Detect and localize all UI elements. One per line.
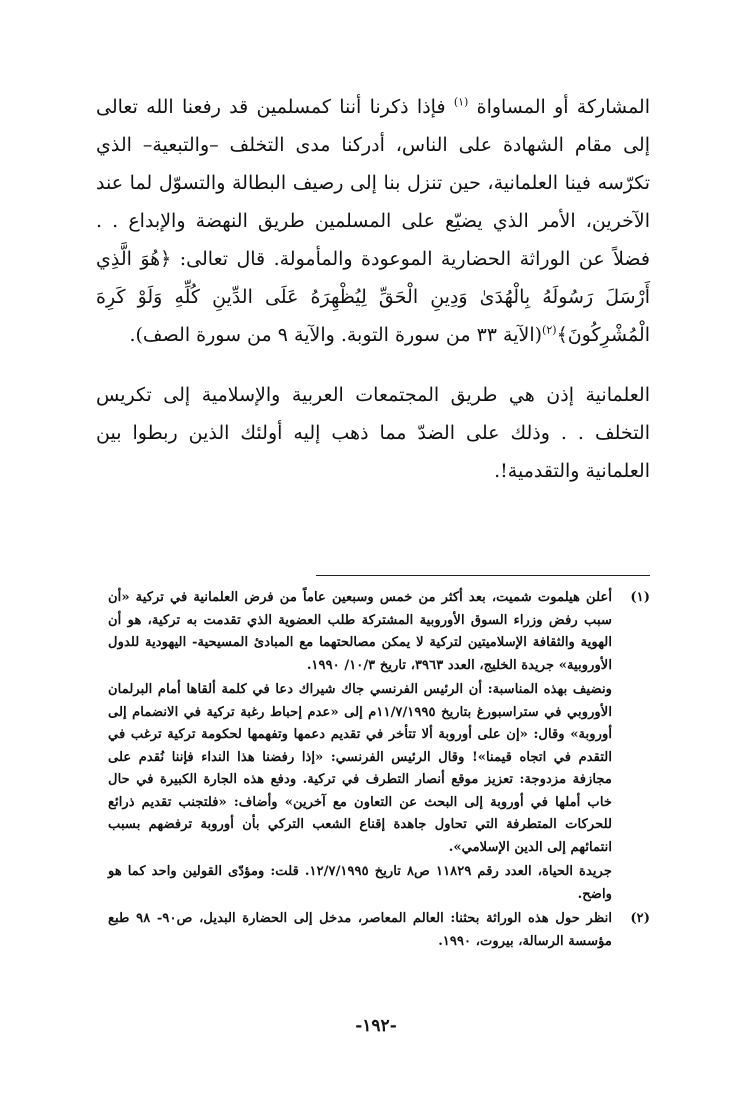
footnote-1-addendum: ونضيف بهذه المناسبة: أن الرئيس الفرنسي جاك شيراك دعا في كلمة ألقاها أمام البرلمان الأوروبي في ستراسبورغ بتاريخ ١١/٧/١٩٩٥م إلى «عدم إحباط رغبة تركية في الانضمام إلى أوروبة» وقال: «إن على أوروبة ألا تتأخر في تقديم دعمها وتفهمها لحكومة تركية ترغب في التقدم في اتجاه قيمنا»! وقال الرئيس الفرنسي: «إذا رفضنا هذا النداء فإننا نُقدم على مجازفة مزدوجة: تعزيز موقع أنصار التطرف في تركية. ودفع هذه الجارة الكبيرة في حال خاب أملها في أوروبة إلى البحث عن التعاون مع آخرين» وأضاف: «فلتجنب تقديم ذرائع للحركات المتطرفة التي تحاول جاهدة إقناع الشعب التركي بأن أوروبة ترفضهم بسبب انتمائهم إلى الدين الإسلامي». [108, 682, 612, 855]
footnote-1 [108, 587, 650, 906]
page-number: -١٩٢- [355, 1016, 397, 1036]
footnote-ref-1: (١) [453, 95, 469, 109]
footnotes-section [108, 587, 650, 953]
footnote-2-text: انظر حول هذه الوراثة بحثنا: العالم المعاصر، مدخل إلى الحضارة البديل، ص٩٠- ٩٨ طبع مؤسسة الرسالة، بيروت، ١٩٩٠. [108, 911, 612, 949]
footnote-1-source: جريدة الحياة، العدد رقم ١١٨٢٩ ص٨ تاريخ ١٢/٧/١٩٩٥. قلت: ومؤدّى القولين واحد كما هو واضح. [108, 864, 612, 902]
footnote-1-text: أعلن هيلموت شميت، بعد أكثر من خمس وسبعين عاماً من فرض العلمانية في تركية «أن سبب رفض وزراء السوق الأوروبية المشتركة طلب العضوية الذي تقدمت به تركية، هو أن الهوية والثقافة الإسلاميتين لتركية لا يمكن مصالحتهما مع المبادئ المسيحية- اليهودية للدول الأوروبية» جريدة الخليج، العدد ٣٩٦٣، تاريخ ١٠/٣/ ١٩٩٠. [108, 590, 612, 673]
footnote-2-number: (٢) [630, 911, 650, 926]
body-paragraph-2: العلمانية إذن هي طريق المجتمعات العربية والإسلامية إلى تكريس التخلف . . وذلك على الضدّ مما ذهب إليه أولئك الذين ربطوا بين العلمانية والتقدمية!. [96, 384, 650, 482]
footnote-ref-2: (٢) [542, 323, 557, 337]
paragraph-1-end: (الآية ٣٣ من سورة التوبة. والآية ٩ من سورة الصف). [129, 324, 543, 346]
body-paragraph-1 [96, 88, 650, 354]
footnote-divider [316, 575, 650, 576]
paragraph-1-middle: فإذا ذكرنا أننا كمسلمين قد رفعنا الله تعالى إلى مقام الشهادة على الناس، أدركنا مدى التخلف –والتبعية– الذي تكرّسه فينا العلمانية، حين تنزل بنا إلى رصيف البطالة والتسوّل لما عند الآخرين، الأمر الذي يضيّع على المسلمين طريق النهضة والإبداع . . فضلاً عن الوراثة الحضارية الموعودة والمأمولة. قال تعالى: ﴿هُوَ الَّذِي أَرْسَلَ رَسُولَهُ بِالْهُدَىٰ وَدِينِ الْحَقِّ لِيُظْهِرَهُ عَلَى الدِّينِ كُلِّهِ وَلَوْ كَرِهَ الْمُشْرِكُونَ﴾ [96, 96, 650, 346]
footnote-1-number: (١) [630, 590, 650, 605]
paragraph-1-start: المشاركة أو المساواة [476, 96, 651, 118]
footnote-2 [108, 908, 650, 953]
